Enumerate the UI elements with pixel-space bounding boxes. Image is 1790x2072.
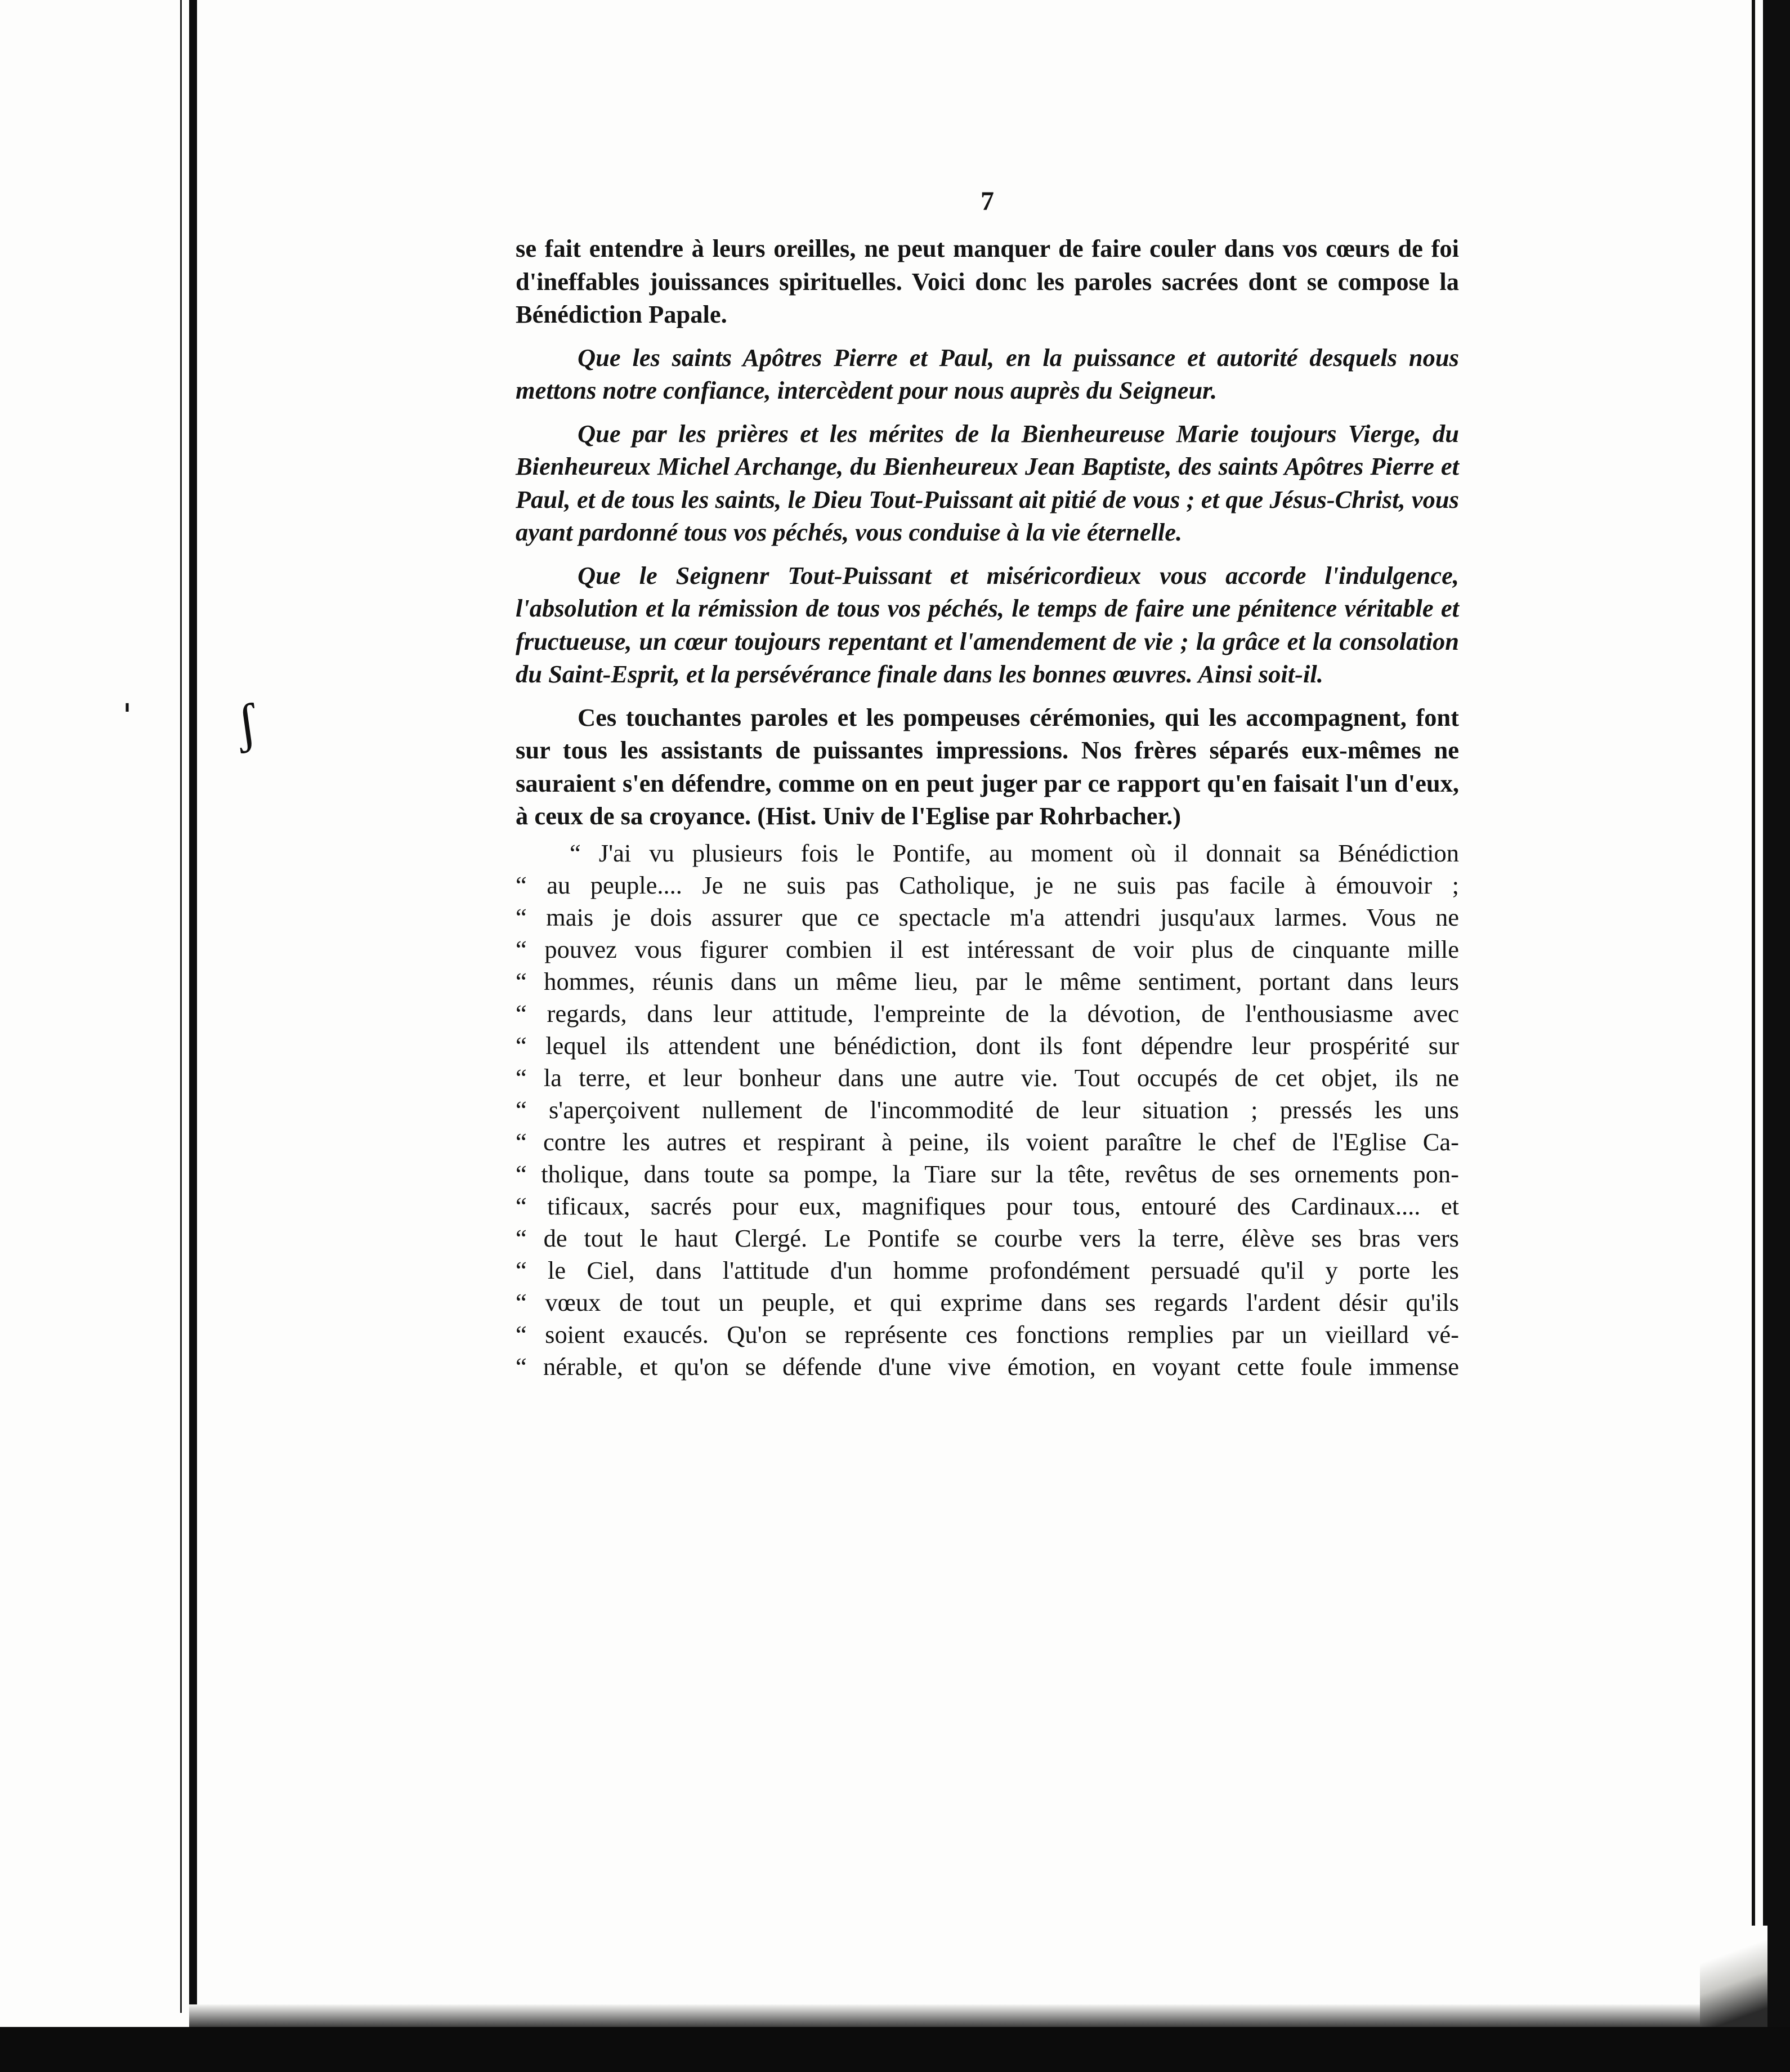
quotation-line: “ nérable, et qu'on se défende d'une vive émotion, en voyant cette foule immense: [516, 1352, 1459, 1381]
quotation-line: “ soient exaucés. Qu'on se représente ces fonctions remplies par un vieillard vé-: [516, 1320, 1459, 1348]
paragraph-prayer-indulgence: Que le Seignenr Tout-Puissant et miséricordieux vous accorde l'indulgence, l'absolution et la rémission de tous vos péchés, le temps de faire une pénitence véritable et fructueuse, un cœur toujours repentant et l'amendement de vie ; la grâce et la consolation du Saint-Esprit, et la persévérance finale dans les bonnes œuvres. Ainsi soit-il.: [516, 561, 1459, 688]
quotation-line: “ J'ai vu plusieurs fois le Pontife, au moment où il donnait sa Bénédiction: [570, 838, 1459, 867]
paragraph-intro: se fait entendre à leurs oreilles, ne peut manquer de faire couler dans vos cœurs de foi d'ineffables jouissances spirituelles. Voici donc les paroles sacrées dont se compose la Bénédiction Papale.: [516, 234, 1459, 328]
paragraph-gap: [516, 833, 1459, 837]
paragraph-gap: [516, 331, 1459, 341]
quotation-line: “ regards, dans leur attitude, l'empreinte de la dévotion, de l'enthousiasme avec: [516, 999, 1459, 1028]
paragraph-prayer-merits: Que par les prières et les mérites de la Bienheureuse Marie toujours Vierge, du Bienheureux Michel Archange, du Bienheureux Jean Baptiste, des saints Apôtres Pierre et Paul, et de tous les saints, le Dieu Tout-Puissant ait pitié de vous ; et que Jésus-Christ, vous ayant pardonné tous vos péchés, vous conduise à la vie éternelle.: [516, 419, 1459, 546]
quotation-line: “ la terre, et leur bonheur dans une autre vie. Tout occupés de cet objet, ils ne: [516, 1063, 1459, 1092]
quotation-line: “ hommes, réunis dans un même lieu, par le même sentiment, portant dans leurs: [516, 967, 1459, 995]
quotation-block: [516, 837, 1459, 1383]
quotation-line: “ pouvez vous figurer combien il est intéressant de voir plus de cinquante mille: [516, 935, 1459, 963]
binding-edge-line: [180, 0, 182, 2013]
page-number: 7: [981, 186, 994, 216]
scanner-bottom-border: [0, 2027, 1790, 2072]
quotation-line: “ contre les autres et respirant à peine, ils voient paraître le chef de l'Eglise Ca-: [516, 1127, 1459, 1156]
quotation-line: “ tholique, dans toute sa pompe, la Tiare sur la tête, revêtus de ses ornements pon-: [516, 1159, 1459, 1188]
quotation-line: “ le Ciel, dans l'attitude d'un homme profondément persuadé qu'il y porte les: [516, 1256, 1459, 1284]
text-column: [516, 184, 1459, 1383]
quotation-line: “ au peuple.... Je ne suis pas Catholique, je ne suis pas facile à émouvoir ;: [516, 870, 1459, 899]
quotation-line: “ de tout le haut Clergé. Le Pontife se courbe vers la terre, élève ses bras vers: [516, 1223, 1459, 1252]
paragraph-prayer-apostles: Que les saints Apôtres Pierre et Paul, en la puissance et autorité desquels nous mettons notre confiance, intercèdent pour nous auprès du Seigneur.: [516, 343, 1459, 404]
page-right-edge-line: [1752, 0, 1755, 1926]
binding-edge-rule: [189, 0, 197, 2010]
quotation-line: “ tificaux, sacrés pour eux, magnifiques pour tous, entouré des Cardinaux.... et: [516, 1191, 1459, 1220]
binding-mark-left: ˈ: [118, 693, 136, 753]
quotation-line: “ lequel ils attendent une bénédiction, dont ils font dépendre leur prospérité sur: [516, 1031, 1459, 1060]
quotation-line: “ vœux de tout un peuple, et qui exprime dans ses regards l'ardent désir qu'ils: [516, 1288, 1459, 1316]
paragraph-impressions: Ces touchantes paroles et les pompeuses cérémonies, qui les accompagnent, font sur tous les assistants de puissantes impressions. Nos frères séparés eux-mêmes ne sauraient s'en défendre, comme on en peut juger par ce rapport qu'en faisait l'un d'eux, à ceux de sa croyance. (Hist. Univ de l'Eglise par Rohrbacher.): [516, 703, 1459, 830]
paragraph-gap: [516, 407, 1459, 417]
page-corner-fold: [1700, 1926, 1767, 2027]
scanner-right-border: [1763, 0, 1790, 2072]
binding-mark-right: ʃ: [233, 691, 260, 754]
quotation-line: “ s'aperçoivent nullement de l'incommodité de leur situation ; pressés les uns: [516, 1095, 1459, 1124]
quotation-line: “ mais je dois assurer que ce spectacle m'a attendri jusqu'aux larmes. Vous ne: [516, 903, 1459, 931]
paragraph-gap: [516, 549, 1459, 559]
paragraph-gap: [516, 691, 1459, 701]
